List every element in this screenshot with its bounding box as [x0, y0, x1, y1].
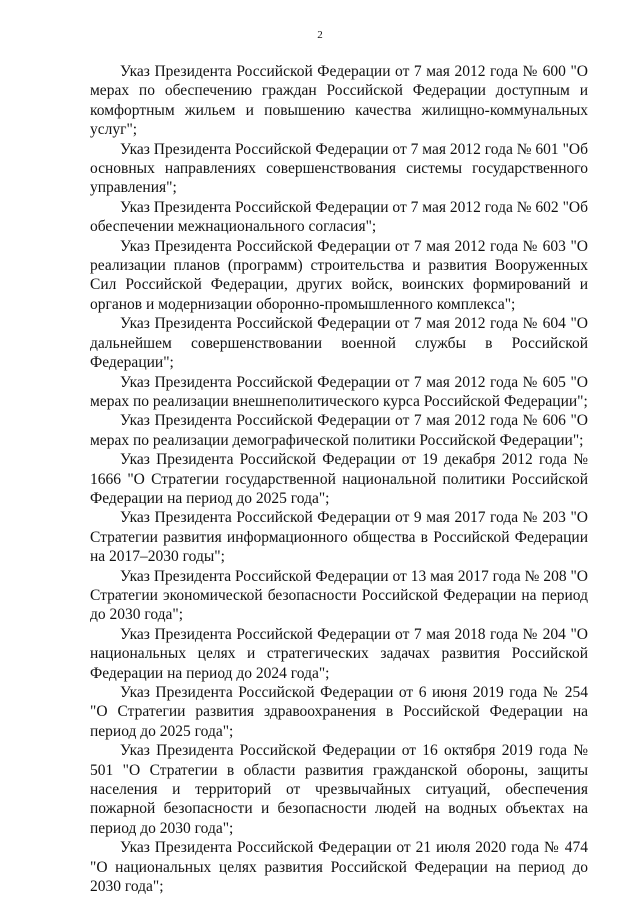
document-body [90, 62, 588, 896]
decree-item-4: Указ Президента Российской Федерации от 7 мая 2012 года № 603 "О реализации планов (программ) строительства и развития Вооруженных Сил Российской Федерации, других войск, воинских формирований и органов и модернизации оборонно-промышленного комплекса"; [90, 237, 588, 313]
decree-item-1: Указ Президента Российской Федерации от 7 мая 2012 года № 600 "О мерах по обеспечению граждан Российской Федерации доступным и комфортным жильем и повышению качества жилищно-коммунальных услуг"; [90, 63, 588, 139]
decree-item-2: Указ Президента Российской Федерации от 7 мая 2012 года № 601 "Об основных направлениях совершенствования системы государственного управления"; [90, 140, 588, 197]
decree-item-14: Указ Президента Российской Федерации от 21 июля 2020 года № 474 "О национальных целях развития Российской Федерации на период до 2030 года"; [90, 839, 588, 896]
decree-item-10: Указ Президента Российской Федерации от 13 мая 2017 года № 208 "О Стратегии экономической безопасности Российской Федерации на период до 2030 года"; [90, 567, 588, 624]
page-number: 2 [317, 29, 323, 41]
decree-item-7: Указ Президента Российской Федерации от 7 мая 2012 года № 606 "О мерах по реализации демографической политики Российской Федерации"; [90, 412, 588, 449]
decree-item-9: Указ Президента Российской Федерации от 9 мая 2017 года № 203 "О Стратегии развития информационного общества в Российской Федерации на 2017–2030 годы"; [90, 509, 588, 566]
decree-item-13: Указ Президента Российской Федерации от 16 октября 2019 года № 501 "О Стратегии в области развития гражданской обороны, защиты населения и территорий от чрезвычайных ситуаций, обеспечения пожарной безопасности и безопасности людей на водных объектах на период до 2030 года"; [90, 742, 588, 837]
decree-item-3: Указ Президента Российской Федерации от 7 мая 2012 года № 602 "Об обеспечении межнационального согласия"; [90, 198, 588, 236]
decree-item-8: Указ Президента Российской Федерации от 19 декабря 2012 года № 1666 "О Стратегии государственной национальной политики Российской Федерации на период до 2025 года"; [90, 451, 588, 507]
decree-item-6: Указ Президента Российской Федерации от 7 мая 2012 года № 605 "О мерах по реализации внешнеполитического курса Российской Федерации"; [90, 373, 588, 410]
decree-item-5: Указ Президента Российской Федерации от 7 мая 2012 года № 604 "О дальнейшем совершенствовании военной службы в Российской Федерации"; [90, 315, 588, 372]
decree-item-11: Указ Президента Российской Федерации от 7 мая 2018 года № 204 "О национальных целях и стратегических задачах развития Российской Федерации на период до 2024 года"; [90, 625, 588, 682]
decree-item-12: Указ Президента Российской Федерации от 6 июня 2019 года № 254 "О Стратегии развития здравоохранения в Российской Федерации на период до 2025 года"; [90, 684, 588, 740]
